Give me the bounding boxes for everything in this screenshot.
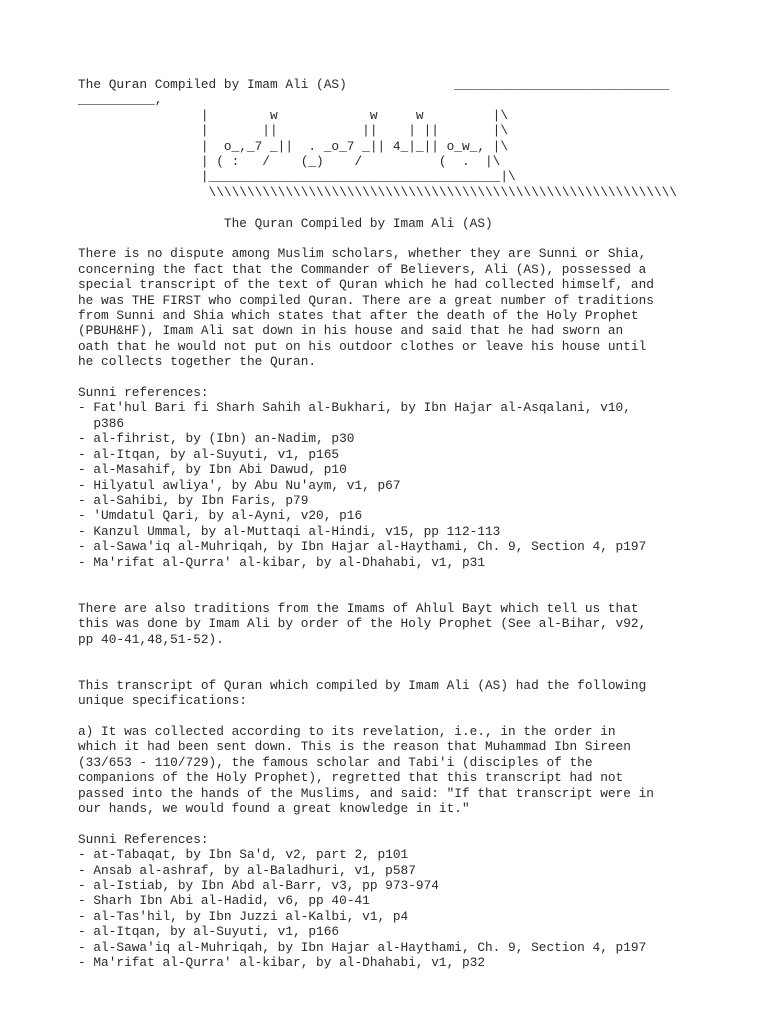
text-line: our hands, we would found a great knowledge in it." [78,801,470,816]
text-line: \\\\\\\\\\\\\\\\\\\\\\\\\\\\\\\\\\\\\\\\\\\\\\\\\\\\\\\\\\\\\ [78,184,677,200]
text-line: This transcript of Quran which compiled by Imam Ali (AS) had the following [78,677,647,693]
text-line: | ( : / (_) / ( . |\ [78,154,501,170]
text-line: passed into the hands of the Muslims, and said: "If that transcript were in [78,785,654,801]
text-line: - Sharh Ibn Abi al-Hadid, v6, pp 40-41 [78,893,370,909]
sunni-references-heading-2: Sunni References: [78,831,209,847]
sunni-references-heading: Sunni references: [78,385,209,401]
text-line: - Ma'rifat al-Qurra' al-kibar, by al-Dhahabi, v1, p32 [78,955,486,971]
text-line: p386 [78,415,125,431]
sunni-references-list [78,400,758,569]
text-line: - Ma'rifat al-Qurra' al-kibar, by al-Dhahabi, v1, p31 [78,554,486,570]
imams-paragraph [78,601,758,647]
text-line: - al-Masahif, by Ibn Abi Dawud, p10 [78,462,347,478]
text-line: from Sunni and Shia which states that after the death of the Holy Prophet [78,308,639,324]
document-page [78,77,758,970]
sunni-references-list-2 [78,847,758,970]
text-line: - Ansab al-ashraf, by al-Baladhuri, v1, p587 [78,862,416,878]
specifications-intro [78,678,758,709]
text-line: - al-fihrist, by (Ibn) an-Nadim, p30 [78,431,355,447]
text-line: The Quran Compiled by Imam Ali (AS) ____________________________ [78,77,670,92]
text-line: There is no dispute among Muslim scholars, whether they are Sunni or Shia, [78,246,647,262]
text-line: (33/653 - 110/729), the famous scholar and Tabi'i (disciples of the [78,754,593,770]
text-line: he collects together the Quran. [78,354,317,370]
text-line: - 'Umdatul Qari, by al-Ayni, v20, p16 [78,508,363,524]
text-line: - al-Itqan, by al-Suyuti, v1, p166 [78,924,340,940]
text-line: a) It was collected according to its revelation, i.e., in the order in [78,723,616,739]
specification-a [78,724,758,816]
text-line: - al-Sawa'iq al-Muhriqah, by Ibn Hajar al-Haythami, Ch. 9, Section 4, p197 [78,539,647,555]
text-line: concerning the fact that the Commander of Believers, Ali (AS), possessed a [78,261,647,277]
text-line: There are also traditions from the Imams of Ahlul Bayt which tell us that [78,600,639,616]
text-line: - Fat'hul Bari fi Sharh Sahih al-Bukhari, by Ibn Hajar al-Asqalani, v10, [78,400,631,416]
text-line: - al-Istiab, by Ibn Abd al-Barr, v3, pp 973-974 [78,878,439,894]
text-line: __________, [78,92,163,108]
centered-title: The Quran Compiled by Imam Ali (AS) [78,215,493,231]
text-line: - al-Tas'hil, by Ibn Juzzi al-Kalbi, v1, p4 [78,908,409,924]
text-line: - al-Sahibi, by Ibn Faris, p79 [78,492,309,508]
text-line: | || || | || |\ [78,123,509,139]
text-line: - al-Itqan, by al-Suyuti, v1, p165 [78,446,340,462]
text-line: which it had been sent down. This is the reason that Muhammad Ibn Sireen [78,739,631,755]
text-line: unique specifications: [78,693,247,709]
text-line: he was THE FIRST who compiled Quran. There are a great number of traditions [78,292,654,308]
text-line: - Kanzul Ummal, by al-Muttaqi al-Hindi, v15, pp 112-113 [78,523,501,539]
text-line: this was done by Imam Ali by order of the Holy Prophet (See al-Bihar, v92, [78,616,647,632]
text-line: special transcript of the text of Quran which he had collected himself, and [78,277,654,293]
ascii-banner [78,108,758,200]
header [78,77,758,108]
text-line: | w w w |\ [78,107,509,123]
text-line: companions of the Holy Prophet), regretted that this transcript had not [78,770,624,786]
text-line: - Hilyatul awliya', by Abu Nu'aym, v1, p67 [78,477,401,493]
text-line: - al-Sawa'iq al-Muhriqah, by Ibn Hajar al-Haythami, Ch. 9, Section 4, p197 [78,939,647,955]
text-line: (PBUH&HF), Imam Ali sat down in his house and said that he had sworn an [78,323,624,339]
intro-paragraph [78,246,758,369]
text-line: - at-Tabaqat, by Ibn Sa'd, v2, part 2, p101 [78,847,409,863]
text-line: pp 40-41,48,51-52). [78,631,224,647]
text-line: oath that he would not put on his outdoor clothes or leave his house until [78,338,647,354]
text-line: | o_,_7 _|| . _o_7 _|| 4_|_|| o_w_, |\ [78,138,509,154]
text-line: |______________________________________|\ [78,169,516,185]
